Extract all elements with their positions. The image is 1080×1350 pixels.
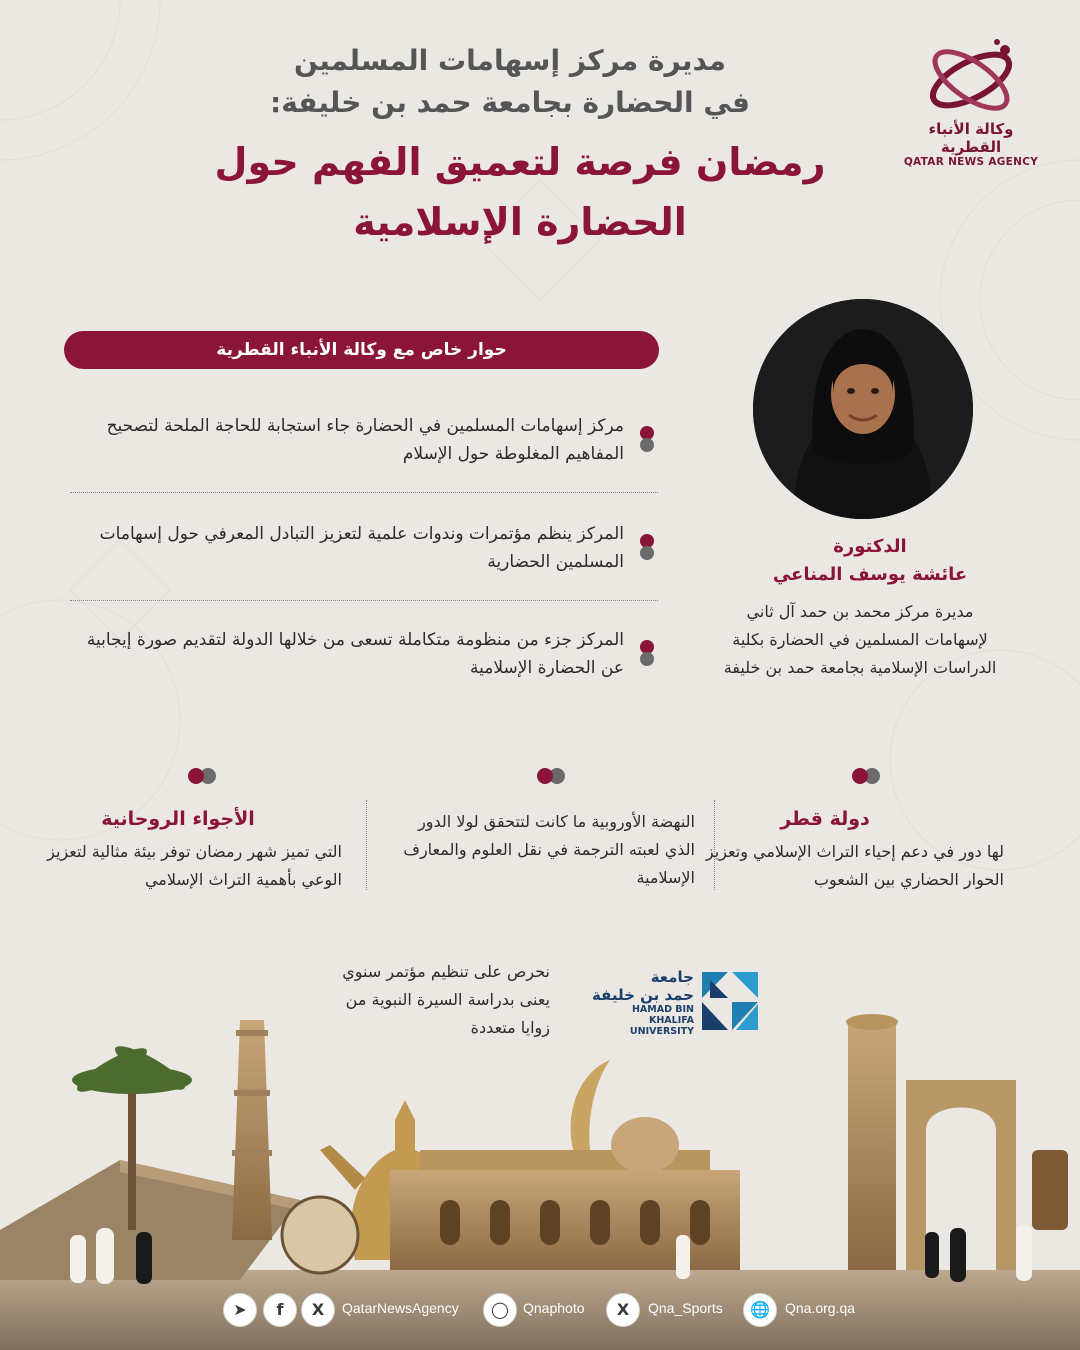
point-text: مركز إسهامات المسلمين في الحضارة جاء استجابة للحاجة الملحة لتصحيح المفاهيم المغلوطة حول الإسلام <box>106 416 624 464</box>
telegram-icon[interactable]: ➤ <box>223 1293 257 1327</box>
person-desc-line-3: الدراسات الإسلامية بجامعة حمد بن خليفة <box>723 658 997 677</box>
kicker-line-2: في الحضارة بجامعة حمد بن خليفة: <box>270 86 750 119</box>
hbku-en-line-2: UNIVERSITY <box>629 1026 694 1037</box>
bullet-dots-icon <box>638 534 654 564</box>
logo-arabic-text: وكالة الأنباء القطرية <box>928 120 1014 156</box>
hbku-ar-line-1: جامعة <box>650 968 694 986</box>
person-honorific: الدكتورة <box>833 536 907 557</box>
conference-text: نحرص على تنظيم مؤتمر سنوي يعنى بدراسة السيرة النبوية من زوايا متعددة <box>342 962 550 1037</box>
qna-logo <box>896 36 1046 166</box>
point-text: المركز ينظم مؤتمرات وندوات علمية لتعزيز التبادل المعرفي حول إسهامات المسلمين الحضارية <box>99 524 624 572</box>
handle-photo-link[interactable]: Qnaphoto <box>523 1300 585 1316</box>
x-icon[interactable]: X <box>301 1293 335 1327</box>
kicker <box>270 40 750 124</box>
hbku-ar-line-2: حمد بن خليفة <box>591 986 694 1004</box>
instagram-icon[interactable]: ◯ <box>483 1293 517 1327</box>
column-body: النهضة الأوروبية ما كانت لتتحقق لولا الدور الذي لعبته الترجمة في نقل العلوم والمعارف الإسلامية <box>403 812 695 887</box>
social-footer <box>0 1290 1080 1330</box>
logo-english-text: QATAR NEWS AGENCY <box>903 156 1039 168</box>
column-body: التي تميز شهر رمضان توفر بيئة مثالية لتعزيز الوعي بأهمية التراث الإسلامي <box>47 842 342 889</box>
column-dots-icon <box>850 768 880 784</box>
headline <box>190 132 850 252</box>
column-heading: الأجواء الروحانية <box>101 808 255 830</box>
qna-emblem-icon <box>921 36 1021 118</box>
divider <box>70 600 658 601</box>
handle-sports-link[interactable]: Qna_Sports <box>648 1300 723 1316</box>
hbku-arabic-name <box>584 968 694 1004</box>
bullet-dots-icon <box>638 640 654 670</box>
person-name: عائشة يوسف المناعي <box>772 564 968 585</box>
divider <box>70 492 658 493</box>
point-item <box>60 520 660 580</box>
bullet-dots-icon <box>638 426 654 456</box>
column-heading: دولة قطر <box>780 808 870 830</box>
person-title <box>720 533 1020 589</box>
person-desc-line-1: مديرة مركز محمد بن حمد آل ثاني <box>746 602 974 621</box>
x-icon[interactable]: X <box>606 1293 640 1327</box>
column-dots-icon <box>186 768 216 784</box>
column-body: لها دور في دعم إحياء التراث الإسلامي وتعزيز الحوار الحضاري بين الشعوب <box>705 842 1004 889</box>
point-text: المركز جزء من منظومة متكاملة تسعى من خلالها الدولة لتقديم صورة إيجابية عن الحضارة الإسلامية <box>86 630 624 678</box>
person-description <box>700 598 1020 682</box>
handle-main-link[interactable]: QatarNewsAgency <box>342 1300 459 1316</box>
person-desc-line-2: لإسهامات المسلمين في الحضارة بكلية <box>732 630 988 649</box>
column-divider <box>714 800 715 890</box>
column-dots-icon <box>535 768 565 784</box>
facebook-icon[interactable]: f <box>263 1293 297 1327</box>
point-item <box>60 412 660 472</box>
point-item <box>60 626 660 686</box>
kicker-line-1: مديرة مركز إسهامات المسلمين <box>294 44 726 77</box>
portrait-photo <box>753 299 973 519</box>
column-divider <box>366 800 367 890</box>
globe-icon[interactable]: 🌐 <box>743 1293 777 1327</box>
headline-line-2: الحضارة الإسلامية <box>353 200 687 244</box>
headline-line-1: رمضان فرصة لتعميق الفهم حول <box>214 140 826 184</box>
hbku-en-line-1: HAMAD BIN KHALIFA <box>631 1004 694 1026</box>
website-link[interactable]: Qna.org.qa <box>785 1300 856 1316</box>
interview-pill: حوار خاص مع وكالة الأنباء القطرية <box>64 331 659 369</box>
